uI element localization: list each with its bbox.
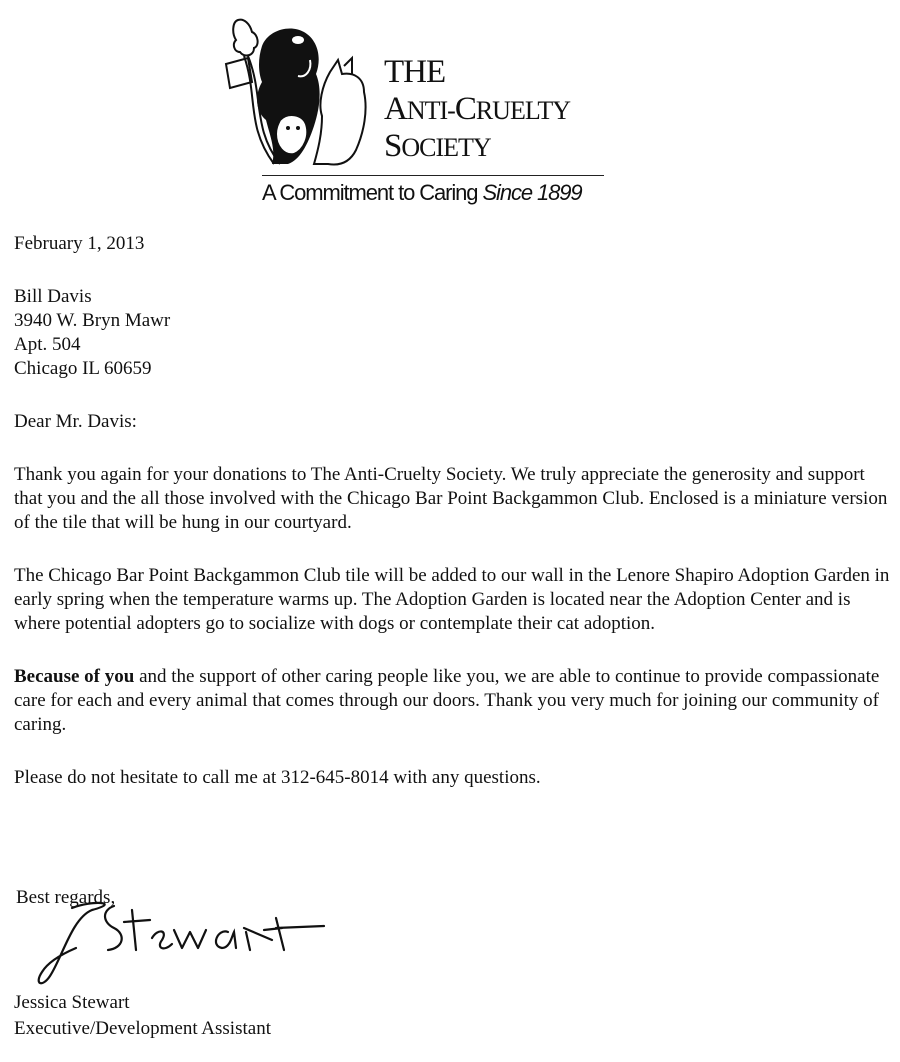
recipient-name: Bill Davis [14,286,92,307]
recipient-city: Chicago IL 60659 [14,358,152,379]
letter-body [14,232,894,790]
dog-and-cat-logo-icon [218,16,378,168]
salutation: Dear Mr. Davis: [14,411,137,432]
signer-block [14,990,271,1042]
tagline: A Commitment to Caring Since 1899 [262,180,582,205]
letterhead-divider [262,175,604,176]
paragraph-because-of-you: Because of you and the support of other caring people like you, we are able to continue to provide compassionate care for each and every animal that comes through our doors. Thank you very much for joining our community of caring. [14,666,880,735]
org-name-line2: ANTI-CRUELTY [384,91,570,127]
org-name-line1: THE [384,54,446,90]
paragraph-contact: Please do not hesitate to call me at 312-645-8014 with any questions. [14,767,541,788]
recipient-street: 3940 W. Bryn Mawr [14,310,171,331]
signer-title: Executive/Development Assistant [14,1018,271,1039]
organization-name [384,56,570,163]
paragraph-tile: The Chicago Bar Point Backgammon Club tile will be added to our wall in the Lenore Shapiro Adoption Garden in early spring when the temperature warms up. The Adoption Garden is located near the Adoption Center and is where potential adopters go to socialize with dogs or contemplate their cat adoption. [14,565,890,634]
recipient-address [14,285,894,381]
letterhead [0,0,900,215]
letter-date: February 1, 2013 [14,233,145,254]
handwritten-signature [32,888,332,993]
signer-name: Jessica Stewart [14,992,130,1013]
closing: Best regards, [16,887,116,908]
paragraph-thank-you: Thank you again for your donations to The Anti-Cruelty Society. We truly appreciate the generosity and support that you and the all those involved with the Chicago Bar Point Backgammon Club. Enclosed is a miniature version of the tile that will be hung in our courtyard. [14,464,888,533]
recipient-apt: Apt. 504 [14,334,81,355]
org-name-line3: SOCIETY [384,128,491,164]
